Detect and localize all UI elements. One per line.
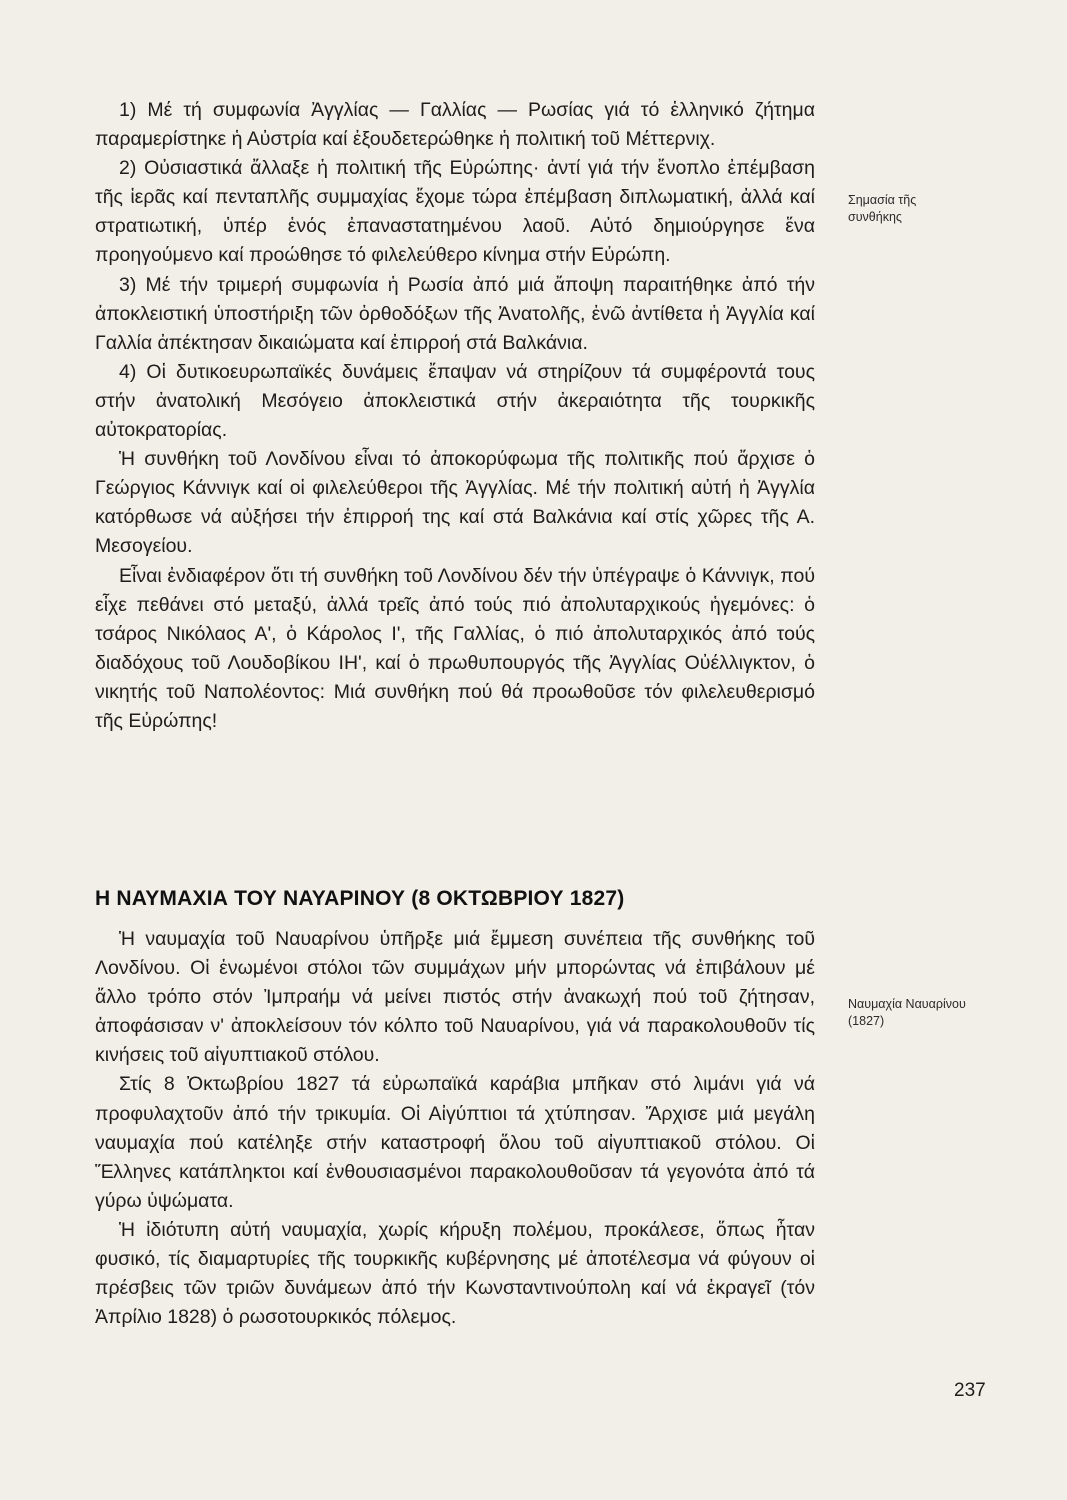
margin-note-navarino	[848, 996, 1008, 1030]
paragraph-point-2: 2) Οὐσιαστικά ἄλλαξε ἡ πολιτική τῆς Εὐρώπης· ἀντί γιά τήν ἔνοπλο ἐπέμβαση τῆς ἱερᾶς καί πενταπλῆς συμμαχίας ἔχομε τώρα ἐπέμβαση διπλωματική, ἀλλά καί στρατιωτική, ὑπέρ ἑνός ἐπαναστατημένου λαοῦ. Αὐτό δημιούργησε ἕνα προηγούμενο καί προώθησε τό φιλελεύθερο κίνημα στήν Εὐρώπη.	[95, 157, 815, 267]
paragraph-navarino-consequence: Ἡ ἰδιότυπη αὐτή ναυμαχία, χωρίς κήρυξη πολέμου, προκάλεσε, ὅπως ἦταν φυσικό, τίς διαμαρτυρίες τῆς τουρκικῆς κυβέρνησης μέ ἀποτέλεσμα νά φύγουν οἱ πρέσβεις τῶν τριῶν δυνάμεων ἀπό τήν Κωνσταντινούπολη καί νά ἐκραγεῖ (τόν Ἀπρίλιο 1828) ὁ ρωσοτουρκικός πόλεμος.	[95, 1218, 815, 1329]
margin-note-navarino-title: Ναυμαχία Ναυαρίνου	[848, 997, 966, 1011]
paragraph-signatories: Εἶναι ἐνδιαφέρον ὅτι τή συνθήκη τοῦ Λονδίνου δέν τήν ὑπέγραψε ὁ Κάννιγκ, πού εἶχε πεθάνει στό μεταξύ, ἀλλά τρεῖς ἀπό τούς πιό ἀπολυταρχικούς ἡγεμόνες: ὁ τσάρος Νικόλαος Α', ὁ Κάρολος Ι', τῆς Γαλλίας, ὁ πιό ἀπολυταρχικός ἀπό τούς διαδόχους τοῦ Λουδοβίκου ΙΗ', καί ὁ πρωθυπουργός τῆς Ἀγγλίας Οὐέλλιγκτον, ὁ νικητής τοῦ Ναπολέοντος: Μιά συνθήκη πού θά προωθοῦσε τόν φιλελευθερισμό τῆς Εὐρώπης!	[95, 564, 815, 732]
page-number: 237	[954, 1380, 986, 1401]
paragraph-london-treaty: Ἡ συνθήκη τοῦ Λονδίνου εἶναι τό ἀποκορύφωμα τῆς πολιτικῆς πού ἄρχισε ὁ Γεώργιος Κάννιγκ καί οἱ φιλελεύθεροι τῆς Ἀγγλίας. Μέ τήν πολιτική αὐτή ἡ Ἀγγλία κατόρθωσε νά αὐξήσει τήν ἐπιρροή της καί στά Βαλκάνια καί στίς χῶρες τῆς Α. Μεσογείου.	[95, 448, 815, 558]
paragraph-point-3: 3) Μέ τήν τριμερή συμφωνία ἡ Ρωσία ἀπό μιά ἄποψη παραιτήθηκε ἀπό τήν ἀποκλειστική ὑποστήριξη τῶν ὀρθοδόξων τῆς Ἀνατολῆς, ἐνῶ ἀντίθετα ἡ Ἀγγλία καί Γαλλία ἀπέκτησαν δικαιώματα καί ἐπιρροή στά Βαλκάνια.	[95, 273, 815, 354]
paragraph-point-4: 4) Οἱ δυτικοευρωπαϊκές δυνάμεις ἔπαψαν νά στηρίζουν τά συμφέροντά τους στήν ἀνατολική Μεσόγειο ἀποκλειστικά στήν ἀκεραιότητα τῆς τουρκικῆς αὐτοκρατορίας.	[95, 360, 815, 442]
margin-note-navarino-year: (1827)	[848, 1014, 885, 1028]
paragraph-navarino-cause: Ἡ ναυμαχία τοῦ Ναυαρίνου ὑπῆρξε μιά ἔμμεση συνέπεια τῆς συνθήκης τοῦ Λονδίνου. Οἱ ἑνωμένοι στόλοι τῶν συμμάχων μήν μπορώντας νά ἐπιβάλουν μέ ἄλλο τρόπο στόν Ἰμπραήμ νά μείνει πιστός στήν ἀνακωχή πού τοῦ ζήτησαν, ἀποφάσισαν ν' ἀποκλείσουν τόν κόλπο τοῦ Ναυαρίνου, γιά νά παρακολουθοῦν τίς κινήσεις τοῦ αἰγυπτιακοῦ στόλου.	[95, 928, 815, 1067]
section-heading-navarino: Η ΝΑΥΜΑΧΙΑ ΤΟΥ ΝΑΥΑΡΙΝΟΥ (8 ΟΚΤΩΒΡΙΟΥ 1827)	[95, 887, 625, 910]
paragraph-navarino-battle: Στίς 8 Ὀκτωβρίου 1827 τά εὐρωπαϊκά καράβια μπῆκαν στό λιμάνι γιά νά προφυλαχτοῦν ἀπό τήν τρικυμία. Οἱ Αἰγύπτιοι τά χτύπησαν. Ἄρχισε μιά μεγάλη ναυμαχία πού κατέληξε στήν καταστροφή ὅλου τοῦ αἰγυπτιακοῦ στόλου. Οἱ Ἕλληνες κατάπληκτοι καί ἐνθουσιασμένοι παρακολουθοῦσαν τά γεγονότα ἀπό τά γύρω ὑψώματα.	[95, 1073, 815, 1212]
paragraph-point-1: 1) Μέ τή συμφωνία Ἀγγλίας — Γαλλίας — Ρωσίας γιά τό ἑλληνικό ζήτημα παραμερίστηκε ἡ Αὐστρία καί ἐξουδετερώθηκε ἡ πολιτική τοῦ Μέττερνιχ.	[95, 99, 815, 151]
section-treaty-significance	[95, 96, 815, 736]
margin-note-treaty-significance: Σημασία τῆς συνθήκης	[848, 193, 917, 224]
section-navarino	[95, 925, 815, 1332]
